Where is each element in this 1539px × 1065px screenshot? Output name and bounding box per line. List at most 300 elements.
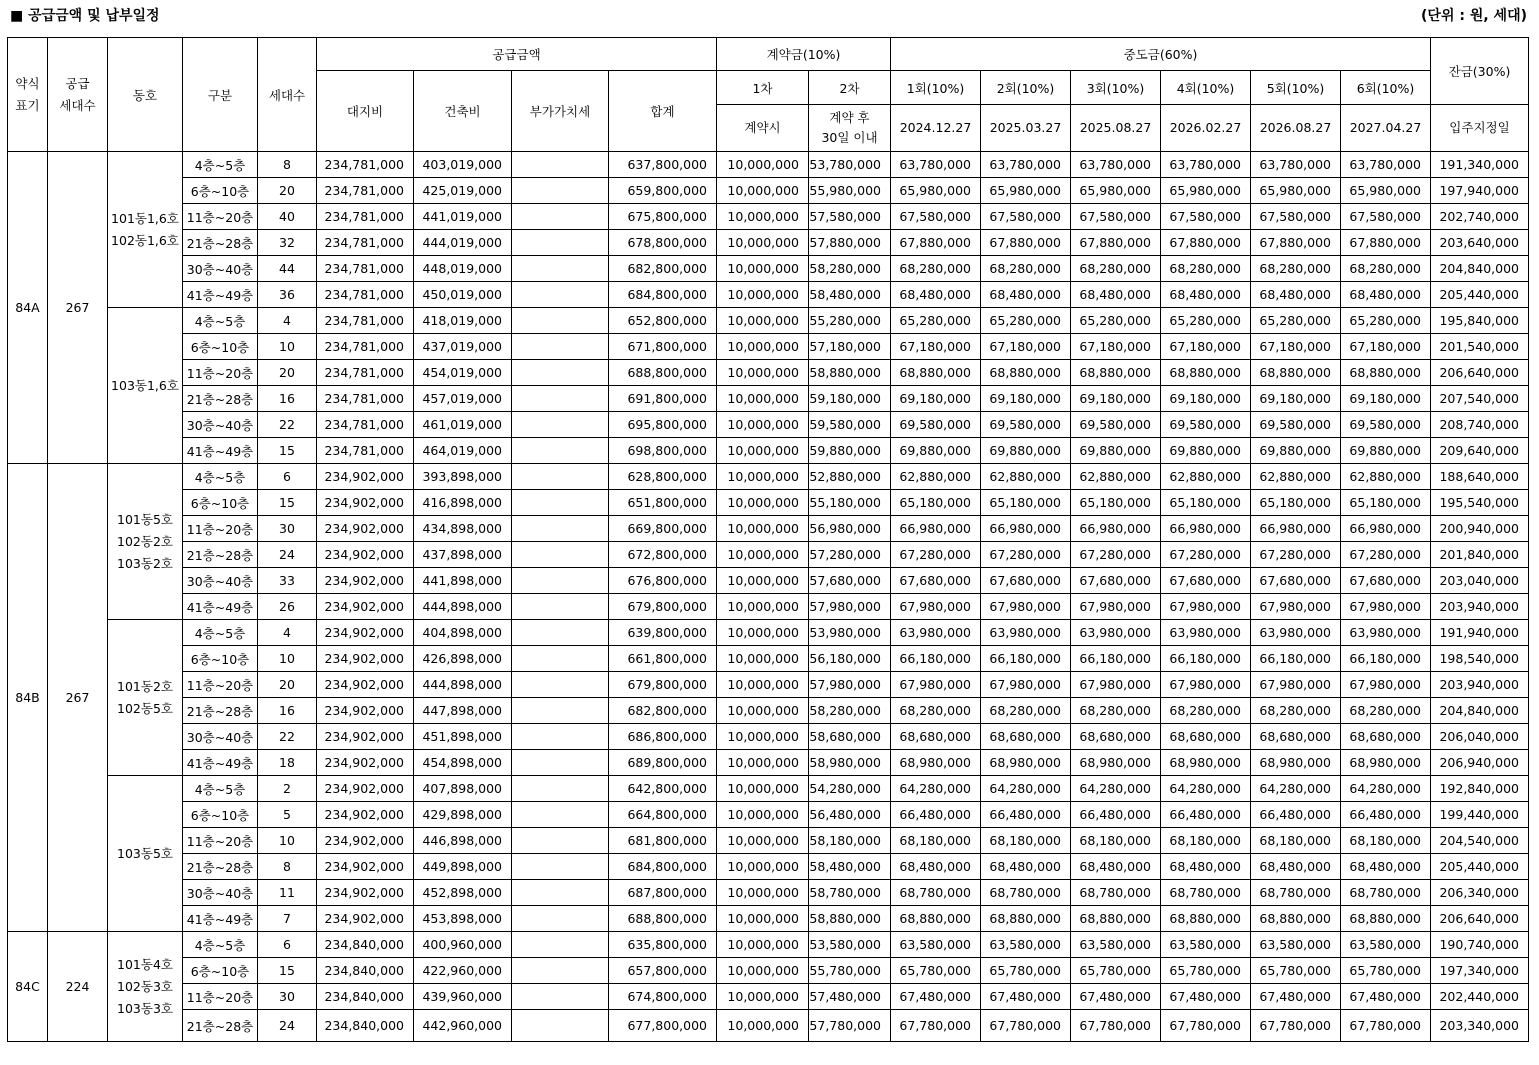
middle-payment-5: 65,980,000 bbox=[1251, 178, 1341, 204]
building-price: 434,898,000 bbox=[414, 516, 512, 542]
table-row bbox=[8, 594, 1529, 620]
middle-payment-1: 67,780,000 bbox=[891, 1010, 981, 1042]
unit-count: 6 bbox=[258, 932, 317, 958]
floor-range: 4층~5층 bbox=[183, 932, 258, 958]
middle-payment-1: 68,880,000 bbox=[891, 360, 981, 386]
deposit-2: 58,280,000 bbox=[809, 256, 891, 282]
middle-payment-6: 65,180,000 bbox=[1341, 490, 1431, 516]
deposit-1: 10,000,000 bbox=[717, 594, 809, 620]
header-balance-when: 입주지정일 bbox=[1431, 105, 1529, 152]
middle-payment-1: 68,180,000 bbox=[891, 828, 981, 854]
vat-amount bbox=[512, 750, 609, 776]
middle-payment-2: 69,880,000 bbox=[981, 438, 1071, 464]
middle-payment-2: 63,780,000 bbox=[981, 152, 1071, 178]
total-price: 674,800,000 bbox=[609, 984, 717, 1010]
middle-payment-4: 65,280,000 bbox=[1161, 308, 1251, 334]
header-mid-date-6: 2027.04.27 bbox=[1341, 105, 1431, 152]
middle-payment-5: 67,480,000 bbox=[1251, 984, 1341, 1010]
middle-payment-2: 65,980,000 bbox=[981, 178, 1071, 204]
middle-payment-1: 69,580,000 bbox=[891, 412, 981, 438]
vat-amount bbox=[512, 308, 609, 334]
land-price: 234,781,000 bbox=[317, 360, 414, 386]
table-row bbox=[8, 906, 1529, 932]
unit-count: 10 bbox=[258, 646, 317, 672]
middle-payment-4: 67,980,000 bbox=[1161, 594, 1251, 620]
balance-payment: 203,040,000 bbox=[1431, 568, 1529, 594]
total-price: 679,800,000 bbox=[609, 672, 717, 698]
balance-payment: 208,740,000 bbox=[1431, 412, 1529, 438]
middle-payment-3: 63,980,000 bbox=[1071, 620, 1161, 646]
middle-payment-2: 67,880,000 bbox=[981, 230, 1071, 256]
deposit-1: 10,000,000 bbox=[717, 438, 809, 464]
building-price: 426,898,000 bbox=[414, 646, 512, 672]
header-mid-5: 5회(10%) bbox=[1251, 71, 1341, 105]
deposit-2: 58,480,000 bbox=[809, 282, 891, 308]
land-price: 234,840,000 bbox=[317, 984, 414, 1010]
total-price: 698,800,000 bbox=[609, 438, 717, 464]
balance-payment: 205,440,000 bbox=[1431, 282, 1529, 308]
vat-amount bbox=[512, 438, 609, 464]
floor-range: 21층~28층 bbox=[183, 1010, 258, 1042]
table-row bbox=[8, 516, 1529, 542]
deposit-1: 10,000,000 bbox=[717, 672, 809, 698]
middle-payment-5: 63,780,000 bbox=[1251, 152, 1341, 178]
middle-payment-1: 65,980,000 bbox=[891, 178, 981, 204]
floor-range: 41층~49층 bbox=[183, 750, 258, 776]
middle-payment-6: 67,980,000 bbox=[1341, 672, 1431, 698]
table-row bbox=[8, 386, 1529, 412]
total-price: 661,800,000 bbox=[609, 646, 717, 672]
deposit-2: 57,880,000 bbox=[809, 230, 891, 256]
total-price: 688,800,000 bbox=[609, 906, 717, 932]
vat-amount bbox=[512, 854, 609, 880]
middle-payment-2: 69,180,000 bbox=[981, 386, 1071, 412]
middle-payment-6: 68,280,000 bbox=[1341, 256, 1431, 282]
unit-count: 2 bbox=[258, 776, 317, 802]
middle-payment-6: 63,980,000 bbox=[1341, 620, 1431, 646]
vat-amount bbox=[512, 724, 609, 750]
unit-count: 33 bbox=[258, 568, 317, 594]
building-price: 464,019,000 bbox=[414, 438, 512, 464]
vat-amount bbox=[512, 568, 609, 594]
deposit-2: 58,880,000 bbox=[809, 906, 891, 932]
dong-ho-group: 101동5호 102동2호 103동2호 bbox=[108, 464, 183, 620]
building-price: 457,019,000 bbox=[414, 386, 512, 412]
vat-amount bbox=[512, 620, 609, 646]
building-price: 429,898,000 bbox=[414, 802, 512, 828]
deposit-2: 57,980,000 bbox=[809, 672, 891, 698]
floor-range: 11층~20층 bbox=[183, 516, 258, 542]
middle-payment-3: 62,880,000 bbox=[1071, 464, 1161, 490]
header-mid-date-3: 2025.08.27 bbox=[1071, 105, 1161, 152]
middle-payment-3: 69,880,000 bbox=[1071, 438, 1161, 464]
middle-payment-6: 67,480,000 bbox=[1341, 984, 1431, 1010]
middle-payment-5: 64,280,000 bbox=[1251, 776, 1341, 802]
middle-payment-3: 67,480,000 bbox=[1071, 984, 1161, 1010]
middle-payment-1: 69,880,000 bbox=[891, 438, 981, 464]
middle-payment-5: 67,580,000 bbox=[1251, 204, 1341, 230]
building-price: 400,960,000 bbox=[414, 932, 512, 958]
unit-count: 36 bbox=[258, 282, 317, 308]
middle-payment-1: 67,680,000 bbox=[891, 568, 981, 594]
vat-amount bbox=[512, 906, 609, 932]
vat-amount bbox=[512, 958, 609, 984]
total-price: 642,800,000 bbox=[609, 776, 717, 802]
header-building: 건축비 bbox=[414, 71, 512, 152]
deposit-1: 10,000,000 bbox=[717, 256, 809, 282]
middle-payment-5: 69,880,000 bbox=[1251, 438, 1341, 464]
total-price: 664,800,000 bbox=[609, 802, 717, 828]
table-row bbox=[8, 802, 1529, 828]
middle-payment-3: 67,180,000 bbox=[1071, 334, 1161, 360]
middle-payment-4: 67,680,000 bbox=[1161, 568, 1251, 594]
middle-payment-5: 68,480,000 bbox=[1251, 282, 1341, 308]
header-mid-1: 1회(10%) bbox=[891, 71, 981, 105]
balance-payment: 191,340,000 bbox=[1431, 152, 1529, 178]
middle-payment-3: 63,580,000 bbox=[1071, 932, 1161, 958]
vat-amount bbox=[512, 412, 609, 438]
middle-payment-1: 68,880,000 bbox=[891, 906, 981, 932]
land-price: 234,902,000 bbox=[317, 464, 414, 490]
building-price: 425,019,000 bbox=[414, 178, 512, 204]
middle-payment-4: 65,980,000 bbox=[1161, 178, 1251, 204]
deposit-2: 57,280,000 bbox=[809, 542, 891, 568]
deposit-1: 10,000,000 bbox=[717, 880, 809, 906]
building-price: 393,898,000 bbox=[414, 464, 512, 490]
header-dep2: 2차 bbox=[809, 71, 891, 105]
middle-payment-4: 68,780,000 bbox=[1161, 880, 1251, 906]
total-price: 682,800,000 bbox=[609, 698, 717, 724]
unit-count: 44 bbox=[258, 256, 317, 282]
total-price: 695,800,000 bbox=[609, 412, 717, 438]
middle-payment-5: 66,180,000 bbox=[1251, 646, 1341, 672]
header-dep1: 1차 bbox=[717, 71, 809, 105]
deposit-2: 58,980,000 bbox=[809, 750, 891, 776]
vat-amount bbox=[512, 256, 609, 282]
unit-count: 15 bbox=[258, 490, 317, 516]
deposit-2: 53,980,000 bbox=[809, 620, 891, 646]
unit-note: (단위 : 원, 세대) bbox=[1421, 8, 1527, 24]
balance-payment: 195,540,000 bbox=[1431, 490, 1529, 516]
middle-payment-5: 68,480,000 bbox=[1251, 854, 1341, 880]
balance-payment: 206,340,000 bbox=[1431, 880, 1529, 906]
building-price: 441,019,000 bbox=[414, 204, 512, 230]
dong-ho-group: 101동4호 102동3호 103동3호 bbox=[108, 932, 183, 1042]
land-price: 234,781,000 bbox=[317, 282, 414, 308]
building-price: 442,960,000 bbox=[414, 1010, 512, 1042]
deposit-1: 10,000,000 bbox=[717, 854, 809, 880]
middle-payment-5: 69,180,000 bbox=[1251, 386, 1341, 412]
land-price: 234,840,000 bbox=[317, 932, 414, 958]
header-category: 구분 bbox=[183, 38, 258, 152]
vat-amount bbox=[512, 802, 609, 828]
balance-payment: 195,840,000 bbox=[1431, 308, 1529, 334]
total-price: 684,800,000 bbox=[609, 854, 717, 880]
deposit-2: 57,580,000 bbox=[809, 204, 891, 230]
deposit-2: 59,180,000 bbox=[809, 386, 891, 412]
middle-payment-2: 64,280,000 bbox=[981, 776, 1071, 802]
deposit-1: 10,000,000 bbox=[717, 230, 809, 256]
middle-payment-5: 65,280,000 bbox=[1251, 308, 1341, 334]
balance-payment: 206,640,000 bbox=[1431, 906, 1529, 932]
floor-range: 11층~20층 bbox=[183, 828, 258, 854]
building-price: 444,019,000 bbox=[414, 230, 512, 256]
deposit-1: 10,000,000 bbox=[717, 204, 809, 230]
building-price: 454,898,000 bbox=[414, 750, 512, 776]
middle-payment-4: 67,880,000 bbox=[1161, 230, 1251, 256]
middle-payment-2: 67,680,000 bbox=[981, 568, 1071, 594]
middle-payment-1: 67,180,000 bbox=[891, 334, 981, 360]
middle-payment-3: 67,580,000 bbox=[1071, 204, 1161, 230]
middle-payment-4: 67,480,000 bbox=[1161, 984, 1251, 1010]
middle-payment-3: 66,480,000 bbox=[1071, 802, 1161, 828]
middle-payment-4: 68,480,000 bbox=[1161, 282, 1251, 308]
header-dong-ho: 동호 bbox=[108, 38, 183, 152]
balance-payment: 207,540,000 bbox=[1431, 386, 1529, 412]
unit-count: 11 bbox=[258, 880, 317, 906]
unit-count: 18 bbox=[258, 750, 317, 776]
middle-payment-3: 67,880,000 bbox=[1071, 230, 1161, 256]
header-mid-6: 6회(10%) bbox=[1341, 71, 1431, 105]
floor-range: 41층~49층 bbox=[183, 594, 258, 620]
land-price: 234,902,000 bbox=[317, 594, 414, 620]
middle-payment-3: 66,180,000 bbox=[1071, 646, 1161, 672]
middle-payment-5: 68,780,000 bbox=[1251, 880, 1341, 906]
middle-payment-6: 69,180,000 bbox=[1341, 386, 1431, 412]
building-price: 444,898,000 bbox=[414, 594, 512, 620]
deposit-2: 55,780,000 bbox=[809, 958, 891, 984]
floor-range: 11층~20층 bbox=[183, 672, 258, 698]
floor-range: 6층~10층 bbox=[183, 334, 258, 360]
floor-range: 30층~40층 bbox=[183, 412, 258, 438]
land-price: 234,902,000 bbox=[317, 880, 414, 906]
building-price: 454,019,000 bbox=[414, 360, 512, 386]
deposit-1: 10,000,000 bbox=[717, 776, 809, 802]
middle-payment-2: 68,880,000 bbox=[981, 360, 1071, 386]
table-row bbox=[8, 360, 1529, 386]
deposit-1: 10,000,000 bbox=[717, 386, 809, 412]
table-row bbox=[8, 282, 1529, 308]
deposit-2: 53,780,000 bbox=[809, 152, 891, 178]
land-price: 234,902,000 bbox=[317, 854, 414, 880]
balance-payment: 204,840,000 bbox=[1431, 256, 1529, 282]
header-mid-date-4: 2026.02.27 bbox=[1161, 105, 1251, 152]
building-price: 452,898,000 bbox=[414, 880, 512, 906]
middle-payment-6: 69,580,000 bbox=[1341, 412, 1431, 438]
middle-payment-3: 69,180,000 bbox=[1071, 386, 1161, 412]
floor-range: 11층~20층 bbox=[183, 984, 258, 1010]
building-price: 422,960,000 bbox=[414, 958, 512, 984]
land-price: 234,781,000 bbox=[317, 412, 414, 438]
building-price: 450,019,000 bbox=[414, 282, 512, 308]
middle-payment-4: 67,980,000 bbox=[1161, 672, 1251, 698]
deposit-1: 10,000,000 bbox=[717, 490, 809, 516]
balance-payment: 201,840,000 bbox=[1431, 542, 1529, 568]
middle-payment-5: 67,980,000 bbox=[1251, 672, 1341, 698]
deposit-2: 58,180,000 bbox=[809, 828, 891, 854]
type-abbr: 84A bbox=[8, 152, 48, 464]
vat-amount bbox=[512, 282, 609, 308]
deposit-2: 56,980,000 bbox=[809, 516, 891, 542]
floor-range: 21층~28층 bbox=[183, 854, 258, 880]
land-price: 234,902,000 bbox=[317, 490, 414, 516]
middle-payment-3: 65,780,000 bbox=[1071, 958, 1161, 984]
unit-count: 26 bbox=[258, 594, 317, 620]
building-price: 447,898,000 bbox=[414, 698, 512, 724]
type-abbr: 84C bbox=[8, 932, 48, 1042]
middle-payment-6: 67,680,000 bbox=[1341, 568, 1431, 594]
middle-payment-5: 66,980,000 bbox=[1251, 516, 1341, 542]
balance-payment: 192,840,000 bbox=[1431, 776, 1529, 802]
unit-count: 24 bbox=[258, 542, 317, 568]
type-supply-units: 267 bbox=[48, 152, 108, 464]
header-vat: 부가가치세 bbox=[512, 71, 609, 152]
middle-payment-6: 65,980,000 bbox=[1341, 178, 1431, 204]
land-price: 234,902,000 bbox=[317, 516, 414, 542]
deposit-1: 10,000,000 bbox=[717, 152, 809, 178]
middle-payment-4: 64,280,000 bbox=[1161, 776, 1251, 802]
table-row bbox=[8, 958, 1529, 984]
building-price: 416,898,000 bbox=[414, 490, 512, 516]
floor-range: 21층~28층 bbox=[183, 698, 258, 724]
deposit-2: 52,880,000 bbox=[809, 464, 891, 490]
unit-count: 4 bbox=[258, 308, 317, 334]
middle-payment-5: 68,680,000 bbox=[1251, 724, 1341, 750]
middle-payment-6: 63,580,000 bbox=[1341, 932, 1431, 958]
balance-payment: 203,940,000 bbox=[1431, 594, 1529, 620]
unit-count: 7 bbox=[258, 906, 317, 932]
deposit-1: 10,000,000 bbox=[717, 360, 809, 386]
land-price: 234,781,000 bbox=[317, 204, 414, 230]
middle-payment-4: 68,880,000 bbox=[1161, 906, 1251, 932]
middle-payment-6: 66,180,000 bbox=[1341, 646, 1431, 672]
middle-payment-1: 68,680,000 bbox=[891, 724, 981, 750]
deposit-1: 10,000,000 bbox=[717, 932, 809, 958]
deposit-2: 55,180,000 bbox=[809, 490, 891, 516]
header-mid-2: 2회(10%) bbox=[981, 71, 1071, 105]
header-deposit: 계약금(10%) bbox=[717, 38, 891, 71]
middle-payment-6: 63,780,000 bbox=[1341, 152, 1431, 178]
middle-payment-3: 65,280,000 bbox=[1071, 308, 1161, 334]
header-units: 세대수 bbox=[258, 38, 317, 152]
middle-payment-1: 67,980,000 bbox=[891, 594, 981, 620]
middle-payment-1: 69,180,000 bbox=[891, 386, 981, 412]
deposit-1: 10,000,000 bbox=[717, 802, 809, 828]
table-row bbox=[8, 542, 1529, 568]
vat-amount bbox=[512, 204, 609, 230]
unit-count: 20 bbox=[258, 672, 317, 698]
unit-count: 15 bbox=[258, 958, 317, 984]
floor-range: 6층~10층 bbox=[183, 958, 258, 984]
balance-payment: 198,540,000 bbox=[1431, 646, 1529, 672]
land-price: 234,902,000 bbox=[317, 698, 414, 724]
total-price: 639,800,000 bbox=[609, 620, 717, 646]
middle-payment-3: 69,580,000 bbox=[1071, 412, 1161, 438]
middle-payment-2: 68,780,000 bbox=[981, 880, 1071, 906]
floor-range: 30층~40층 bbox=[183, 256, 258, 282]
unit-count: 20 bbox=[258, 360, 317, 386]
table-row bbox=[8, 932, 1529, 958]
middle-payment-5: 65,780,000 bbox=[1251, 958, 1341, 984]
total-price: 669,800,000 bbox=[609, 516, 717, 542]
middle-payment-6: 68,480,000 bbox=[1341, 854, 1431, 880]
total-price: 657,800,000 bbox=[609, 958, 717, 984]
middle-payment-5: 68,280,000 bbox=[1251, 256, 1341, 282]
deposit-1: 10,000,000 bbox=[717, 958, 809, 984]
deposit-1: 10,000,000 bbox=[717, 1010, 809, 1042]
deposit-2: 53,580,000 bbox=[809, 932, 891, 958]
total-price: 691,800,000 bbox=[609, 386, 717, 412]
building-price: 407,898,000 bbox=[414, 776, 512, 802]
total-price: 671,800,000 bbox=[609, 334, 717, 360]
middle-payment-6: 69,880,000 bbox=[1341, 438, 1431, 464]
middle-payment-4: 66,480,000 bbox=[1161, 802, 1251, 828]
deposit-2: 57,980,000 bbox=[809, 594, 891, 620]
table-row bbox=[8, 464, 1529, 490]
vat-amount bbox=[512, 646, 609, 672]
deposit-2: 58,780,000 bbox=[809, 880, 891, 906]
balance-payment: 190,740,000 bbox=[1431, 932, 1529, 958]
balance-payment: 200,940,000 bbox=[1431, 516, 1529, 542]
middle-payment-2: 66,480,000 bbox=[981, 802, 1071, 828]
middle-payment-6: 62,880,000 bbox=[1341, 464, 1431, 490]
middle-payment-6: 68,880,000 bbox=[1341, 360, 1431, 386]
middle-payment-2: 67,280,000 bbox=[981, 542, 1071, 568]
balance-payment: 197,940,000 bbox=[1431, 178, 1529, 204]
middle-payment-1: 67,980,000 bbox=[891, 672, 981, 698]
deposit-2: 58,880,000 bbox=[809, 360, 891, 386]
middle-payment-5: 67,680,000 bbox=[1251, 568, 1341, 594]
type-supply-units: 267 bbox=[48, 464, 108, 932]
middle-payment-4: 68,280,000 bbox=[1161, 698, 1251, 724]
middle-payment-4: 69,180,000 bbox=[1161, 386, 1251, 412]
header-dep1-when: 계약시 bbox=[717, 105, 809, 152]
floor-range: 11층~20층 bbox=[183, 360, 258, 386]
table-row bbox=[8, 724, 1529, 750]
balance-payment: 199,440,000 bbox=[1431, 802, 1529, 828]
unit-count: 8 bbox=[258, 152, 317, 178]
middle-payment-2: 68,980,000 bbox=[981, 750, 1071, 776]
middle-payment-3: 66,980,000 bbox=[1071, 516, 1161, 542]
unit-count: 8 bbox=[258, 854, 317, 880]
building-price: 453,898,000 bbox=[414, 906, 512, 932]
middle-payment-6: 68,680,000 bbox=[1341, 724, 1431, 750]
land-price: 234,781,000 bbox=[317, 438, 414, 464]
middle-payment-4: 68,480,000 bbox=[1161, 854, 1251, 880]
middle-payment-5: 62,880,000 bbox=[1251, 464, 1341, 490]
middle-payment-6: 68,780,000 bbox=[1341, 880, 1431, 906]
deposit-1: 10,000,000 bbox=[717, 984, 809, 1010]
floor-range: 41층~49층 bbox=[183, 906, 258, 932]
middle-payment-1: 67,580,000 bbox=[891, 204, 981, 230]
table-row bbox=[8, 256, 1529, 282]
land-price: 234,902,000 bbox=[317, 776, 414, 802]
land-price: 234,781,000 bbox=[317, 230, 414, 256]
deposit-2: 58,680,000 bbox=[809, 724, 891, 750]
middle-payment-6: 67,980,000 bbox=[1341, 594, 1431, 620]
middle-payment-5: 67,780,000 bbox=[1251, 1010, 1341, 1042]
table-row bbox=[8, 1010, 1529, 1042]
header-mid-date-5: 2026.08.27 bbox=[1251, 105, 1341, 152]
middle-payment-4: 63,980,000 bbox=[1161, 620, 1251, 646]
table-row bbox=[8, 672, 1529, 698]
building-price: 451,898,000 bbox=[414, 724, 512, 750]
header-balance: 잔금(30%) bbox=[1431, 38, 1529, 105]
middle-payment-3: 67,780,000 bbox=[1071, 1010, 1161, 1042]
middle-payment-5: 66,480,000 bbox=[1251, 802, 1341, 828]
balance-payment: 191,940,000 bbox=[1431, 620, 1529, 646]
land-price: 234,781,000 bbox=[317, 386, 414, 412]
